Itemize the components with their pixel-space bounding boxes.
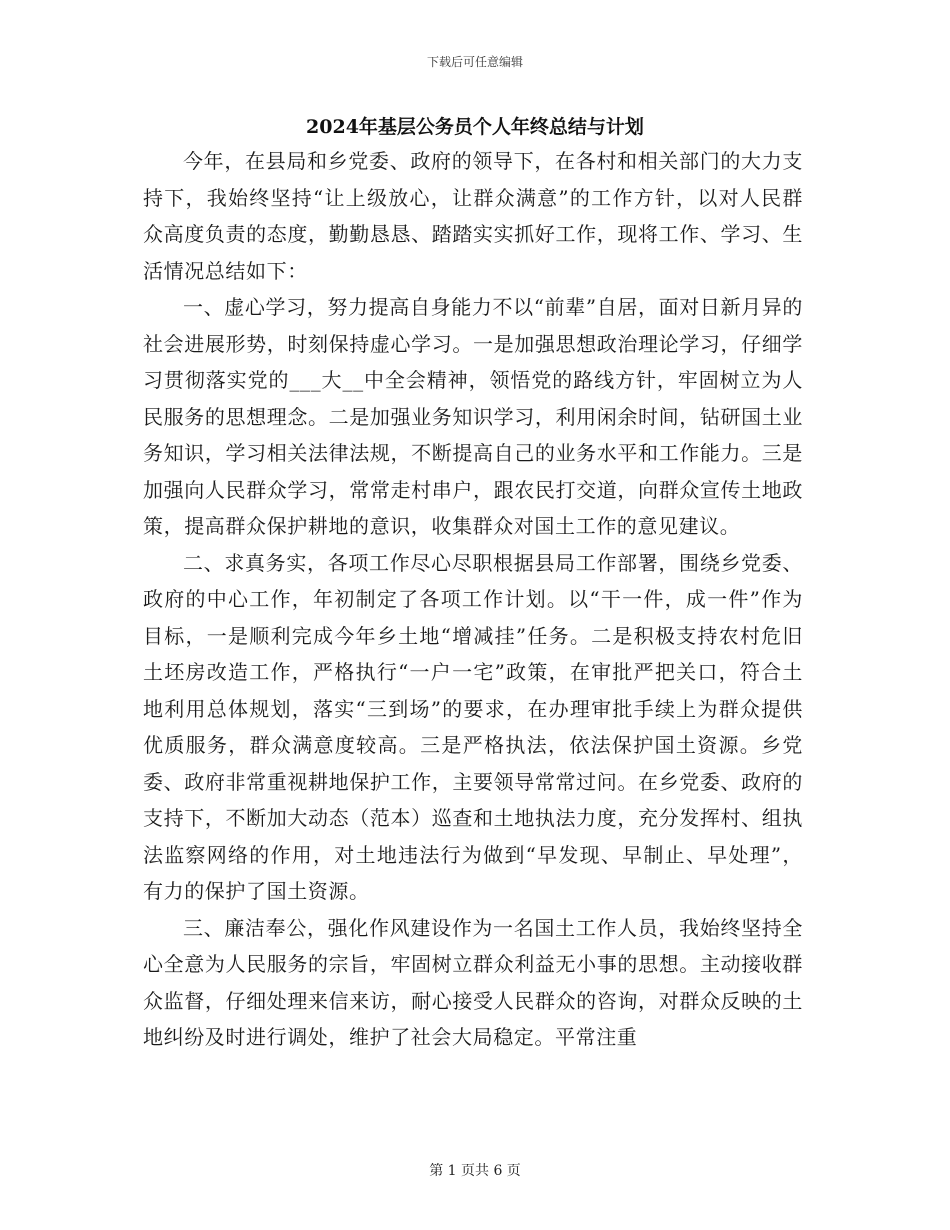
paragraph-section-3: 三、廉洁奉公，强化作风建设作为一名国土工作人员，我始终坚持全心全意为人民服务的宗旨，牢固树立群众利益无小事的思想。主动接收群众监督，仔细处理来信来访，耐心接受人民群众的咨询，对群众反映的土地纠纷及时进行调处，维护了社会大局稳定。平常注重	[143, 915, 803, 1049]
page-number: 第 1 页共 6 页	[429, 1163, 521, 1179]
header-note: 下载后可任意编辑	[426, 55, 523, 69]
paragraph-section-2: 二、求真务实，各项工作尽心尽职根据县局工作部署，围绕乡党委、政府的中心工作，年初制定了各项工作计划。以“干一件，成一件”作为目标，一是顺利完成今年乡土地“增减挂”任务。二是积极支持农村危旧土坯房改造工作，严格执行“一户一宅”政策，在审批严把关口，符合土地利用总体规划，落实“三到场”的要求，在办理审批手续上为群众提供优质服务，群众满意度较高。三是严格执法，依法保护国土资源。乡党委、政府非常重视耕地保护工作，主要领导常常过问。在乡党委、政府的支持下，不断加大动态（范本）巡查和土地执法力度，充分发挥村、组执法监察网络的作用，对土地违法行为做到“早发现、早制止、早处理”，有力的保护了国土资源。	[143, 550, 803, 903]
document-body	[143, 143, 803, 1056]
document-title: 2024年基层公务员个人年终总结与计划	[306, 116, 644, 138]
paragraph-intro: 今年，在县局和乡党委、政府的领导下，在各村和相关部门的大力支持下，我始终坚持“让上级放心，让群众满意”的工作方针，以对人民群众高度负责的态度，勤勤恳恳、踏踏实实抓好工作，现将工作、学习、生活情况总结如下：	[143, 149, 803, 283]
paragraph-section-1: 一、虚心学习，努力提高自身能力不以“前辈”自居，面对日新月异的社会进展形势，时刻保持虚心学习。一是加强思想政治理论学习，仔细学习贯彻落实党的___大__中全会精神，领悟党的路线方针，牢固树立为人民服务的思想理念。二是加强业务知识学习，利用闲余时间，钻研国土业务知识，学习相关法律法规，不断提高自己的业务水平和工作能力。三是加强向人民群众学习，常常走村串户，跟农民打交道，向群众宣传土地政策，提高群众保护耕地的意识，收集群众对国土工作的意见建议。	[143, 295, 803, 538]
